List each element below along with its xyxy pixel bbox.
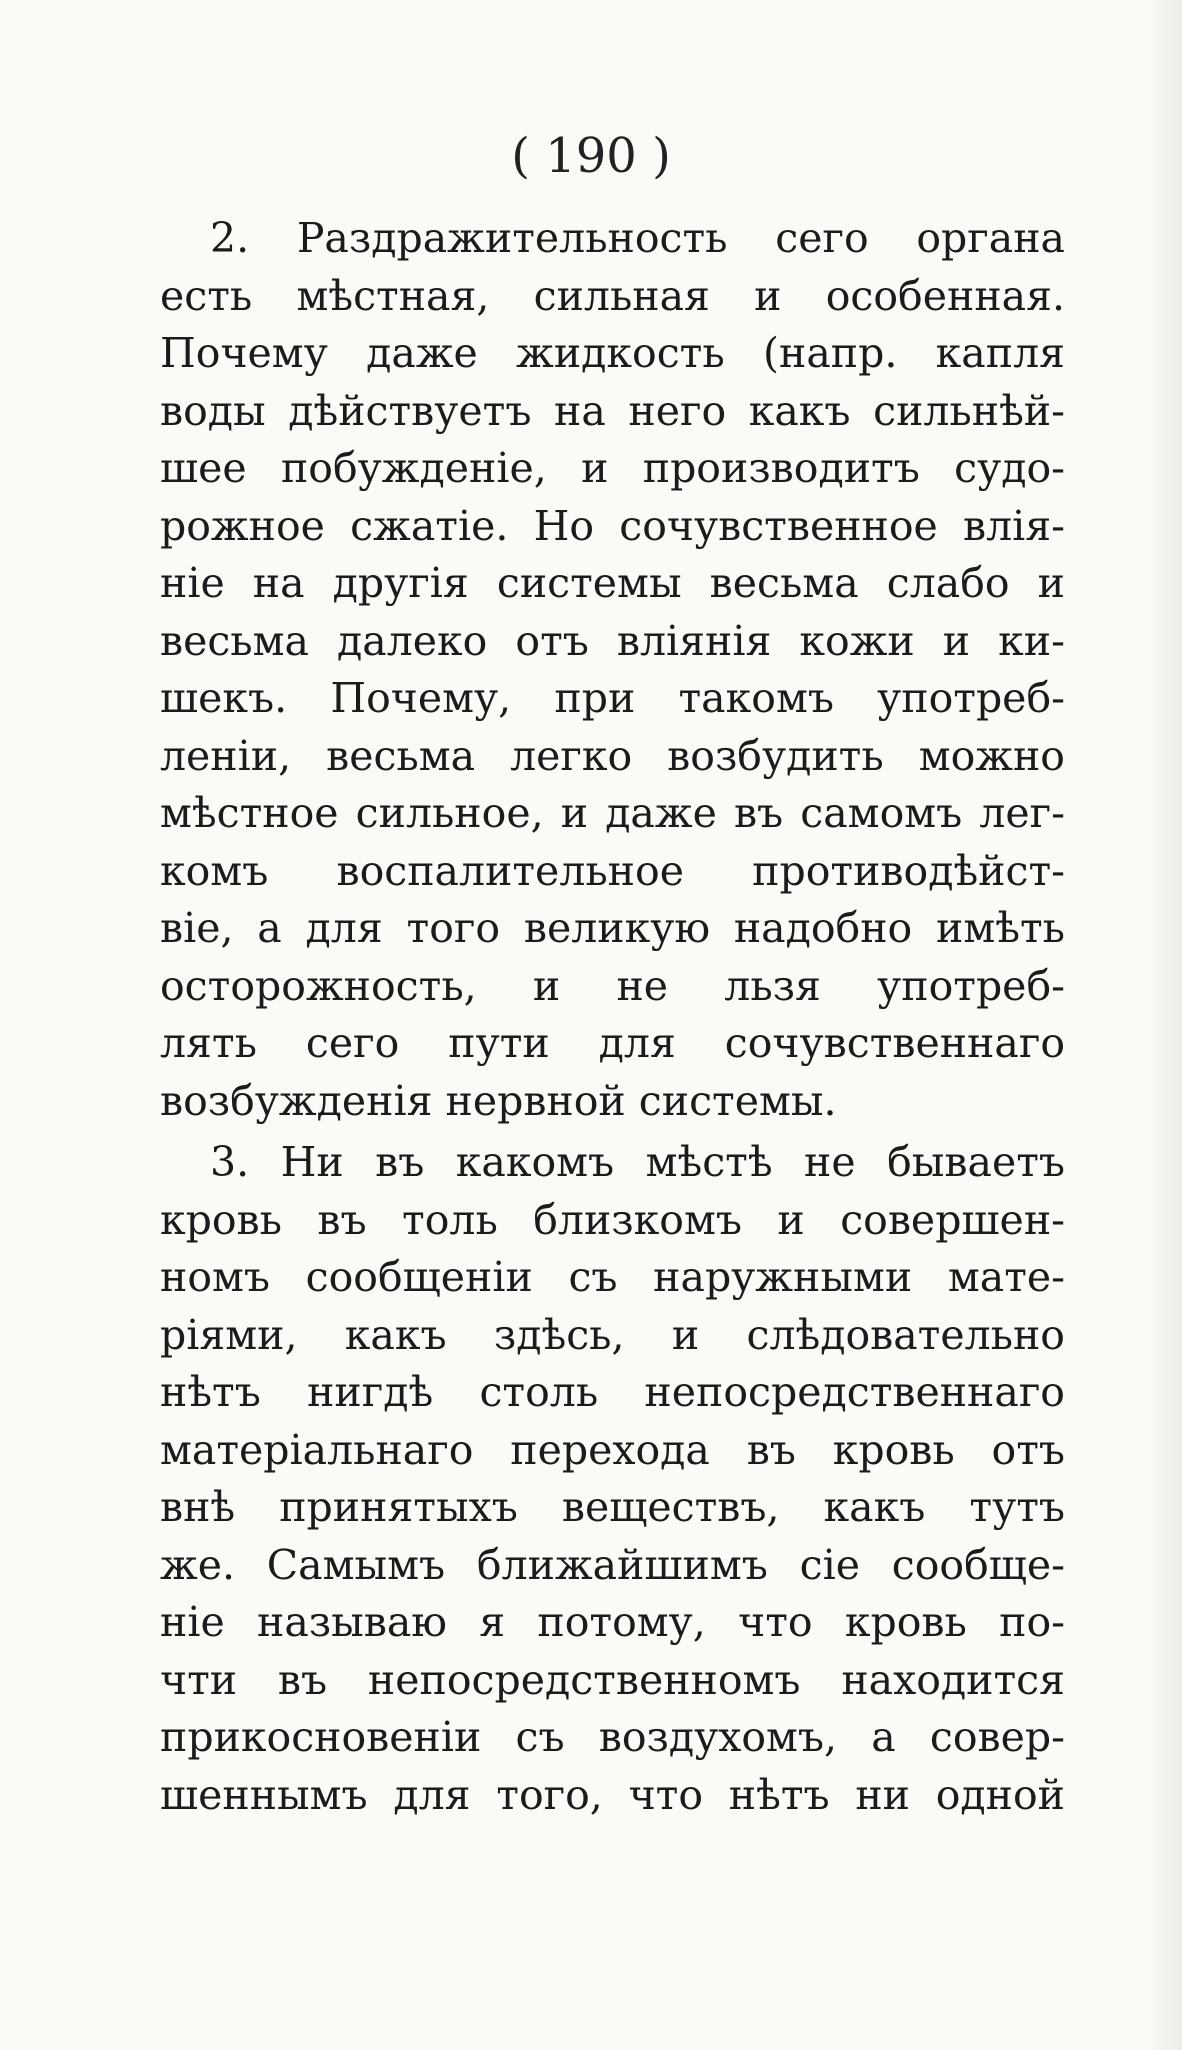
text-line: же. Самымъ ближайшимъ сіе сообще-: [160, 1540, 1065, 1589]
text-line: есть мѣстная, сильная и особенная.: [160, 271, 1065, 320]
text-line: кровь въ толь близкомъ и совершен-: [160, 1195, 1065, 1244]
text-line: осторожность, и не льзя употреб-: [160, 961, 1065, 1010]
text-line: комъ воспалительное противодѣйст-: [160, 846, 1065, 895]
text-line: мѣстное сильное, и даже въ самомъ лег-: [160, 789, 1065, 837]
text-line: віе, а для того великую надобно имѣть: [160, 904, 1065, 952]
text-line: номъ сообщеніи съ наружными мате-: [160, 1253, 1065, 1301]
text-line: 3. Ни въ какомъ мѣстѣ не бываетъ: [210, 1138, 1065, 1186]
body-text: [160, 210, 1065, 1824]
text-line: возбужденія нервной системы.: [160, 1076, 837, 1125]
text-line: воды дѣйствуетъ на него какъ сильнѣй-: [160, 386, 1065, 435]
text-line: шее побужденіе, и производитъ судо-: [160, 444, 1065, 492]
text-line: ніе на другія системы весьма слабо и: [160, 559, 1065, 607]
page-edge-shadow: [1146, 0, 1182, 2050]
text-line: 2. Раздражительность сего органа: [210, 214, 1065, 262]
text-line: шекъ. Почему, при такомъ употреб-: [160, 674, 1065, 722]
text-line: шеннымъ для того, что нѣтъ ни одной: [160, 1770, 1065, 1819]
text-line: леніи, весьма легко возбудить можно: [160, 731, 1065, 780]
text-line: весьма далеко отъ влiянiя кожи и ки-: [160, 616, 1065, 665]
text-line: чти въ непосредственномъ находится: [160, 1655, 1065, 1704]
text-line: матеріальнаго перехода въ кровь отъ: [160, 1425, 1065, 1474]
text-line: лять сего пути для сочувственнаго: [160, 1019, 1065, 1067]
text-line: внѣ принятыхъ веществъ, какъ тутъ: [160, 1483, 1065, 1531]
text-line: прикосновеніи съ воздухомъ, а совер-: [160, 1713, 1065, 1761]
text-line: Почему даже жидкость (напр. капля: [160, 329, 1065, 377]
text-line: ріями, какъ здѣсь, и слѣдовательно: [160, 1310, 1065, 1359]
text-line: нѣтъ нигдѣ столь непосредственнаго: [160, 1368, 1065, 1416]
text-line: рожное сжатіе. Но сочувственное влія-: [160, 501, 1065, 550]
page-number: ( 190 ): [511, 128, 671, 184]
text-line: ніе называю я потому, что кровь по-: [160, 1598, 1065, 1646]
